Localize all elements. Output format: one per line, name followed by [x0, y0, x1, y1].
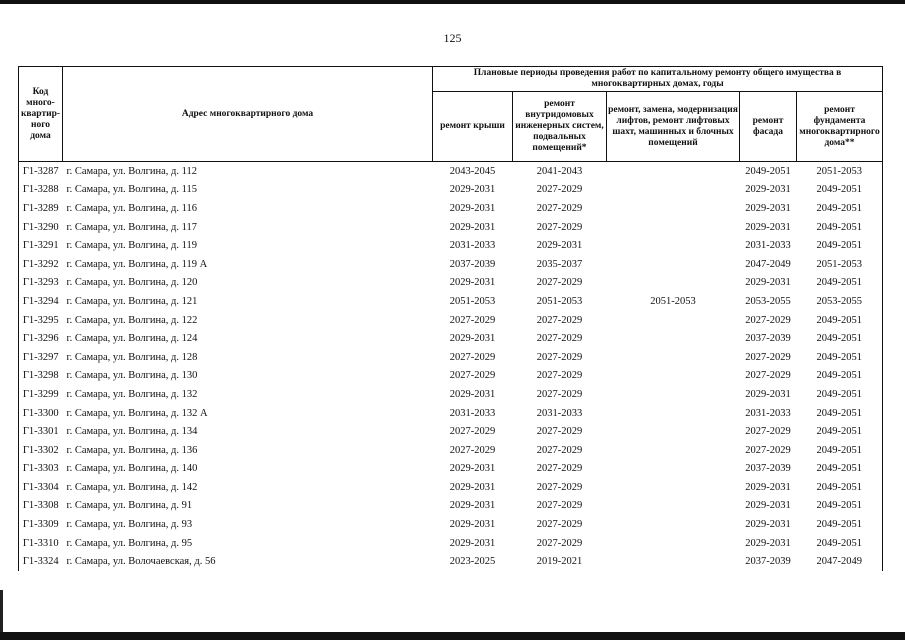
table-row	[19, 218, 883, 237]
cell-facade: 2047-2049	[745, 258, 791, 270]
cell-engineering: 2027-2029	[536, 351, 583, 363]
cell-foundation: 2049-2051	[797, 329, 883, 348]
cell-roof: 2029-2031	[449, 184, 496, 196]
table-row	[19, 460, 883, 479]
cell-foundation: 2047-2049	[797, 552, 883, 571]
cell-engineering: 2041-2043	[513, 162, 607, 181]
cell-elevators	[607, 311, 740, 330]
cell-facade: 2027-2029	[745, 444, 791, 456]
table-body	[19, 162, 883, 572]
cell-roof: 2027-2029	[449, 444, 496, 456]
cell-roof: 2029-2031	[449, 333, 496, 345]
cell-code: Г1-3309	[19, 515, 63, 534]
cell-address: г. Самара, ул. Волгина, д. 121	[66, 295, 198, 307]
cell-code: Г1-3296	[19, 329, 63, 348]
cell-foundation: 2049-2051	[797, 199, 883, 218]
cell-elevators	[607, 162, 740, 181]
cell-facade: 2029-2031	[745, 221, 791, 233]
header-address: Адрес многоквартирного дома	[63, 67, 433, 162]
cell-engineering: 2027-2029	[536, 314, 583, 326]
cell-foundation: 2049-2051	[797, 385, 883, 404]
page-number: 125	[443, 31, 462, 45]
cell-roof: 2027-2029	[449, 351, 496, 363]
cell-foundation: 2049-2051	[797, 367, 883, 386]
cell-code: Г1-3298	[19, 367, 63, 386]
cell-roof: 2023-2025	[449, 556, 496, 568]
cell-address: г. Самара, ул. Волгина, д. 122	[66, 314, 198, 326]
cell-address: г. Самара, ул. Волгина, д. 112	[63, 162, 433, 181]
cell-roof: 2051-2053	[449, 295, 496, 307]
cell-facade: 2029-2031	[745, 202, 791, 214]
cell-engineering: 2027-2029	[536, 481, 583, 493]
cell-facade: 2029-2031	[745, 277, 791, 289]
table-row	[19, 441, 883, 460]
cell-facade: 2053-2055	[745, 295, 791, 307]
cell-roof: 2029-2031	[449, 388, 496, 400]
cell-code: Г1-3304	[19, 478, 63, 497]
cell-foundation: 2051-2053	[797, 162, 883, 181]
cell-address: г. Самара, ул. Волгина, д. 124	[66, 333, 198, 345]
cell-engineering: 2027-2029	[536, 388, 583, 400]
cell-address: г. Самара, ул. Волгина, д. 116	[66, 202, 197, 214]
cell-code: Г1-3302	[19, 441, 63, 460]
cell-roof: 2029-2031	[449, 500, 496, 512]
table-row	[19, 552, 883, 571]
cell-roof: 2027-2029	[449, 314, 496, 326]
cell-foundation: 2049-2051	[797, 218, 883, 237]
cell-engineering: 2027-2029	[536, 184, 583, 196]
cell-elevators	[607, 348, 740, 367]
cell-engineering: 2027-2029	[536, 370, 583, 382]
left-edge-mark	[0, 590, 3, 632]
table-row	[19, 422, 883, 441]
cell-roof: 2029-2031	[449, 202, 496, 214]
cell-code: Г1-3300	[19, 404, 63, 423]
cell-facade: 2027-2029	[745, 426, 791, 438]
cell-code: Г1-3294	[19, 292, 63, 311]
cell-foundation: 2049-2051	[797, 515, 883, 534]
cell-code: Г1-3293	[19, 274, 63, 293]
cell-facade: 2029-2031	[745, 537, 791, 549]
cell-elevators	[607, 441, 740, 460]
table-row	[19, 404, 883, 423]
cell-elevators	[607, 422, 740, 441]
cell-address: г. Самара, ул. Волгина, д. 119	[66, 240, 197, 252]
table-row	[19, 534, 883, 553]
cell-engineering: 2051-2053	[536, 295, 583, 307]
cell-code: Г1-3324	[19, 552, 63, 571]
cell-engineering: 2027-2029	[536, 444, 583, 456]
header-roof: ремонт крыши	[433, 92, 513, 162]
header-elevators: ремонт, замена, модернизация лифтов, ремонт лифтовых шахт, машинных и блочных помещений	[607, 92, 740, 162]
table-row	[19, 236, 883, 255]
table-row	[19, 292, 883, 311]
cell-elevators	[607, 274, 740, 293]
cell-code: Г1-3310	[19, 534, 63, 553]
table-row	[19, 515, 883, 534]
cell-code: Г1-3303	[19, 460, 63, 479]
cell-foundation: 2049-2051	[797, 497, 883, 516]
cell-roof: 2031-2033	[449, 407, 496, 419]
cell-facade: 2029-2031	[745, 519, 791, 531]
cell-elevators	[607, 534, 740, 553]
cell-facade: 2027-2029	[745, 314, 791, 326]
cell-elevators	[607, 404, 740, 423]
table-row	[19, 274, 883, 293]
cell-foundation: 2049-2051	[797, 478, 883, 497]
cell-roof: 2029-2031	[449, 537, 496, 549]
cell-roof: 2043-2045	[433, 162, 513, 181]
cell-code: Г1-3290	[19, 218, 63, 237]
cell-foundation: 2049-2051	[797, 534, 883, 553]
header-code: Код много-квартир-ного дома	[19, 67, 63, 162]
cell-elevators	[607, 218, 740, 237]
header-periods: Плановые периоды проведения работ по капитальному ремонту общего имущества в многоквартирных домах, годы	[433, 67, 883, 92]
cell-facade: 2029-2031	[745, 184, 791, 196]
table-row	[19, 367, 883, 386]
top-border	[0, 0, 905, 4]
cell-engineering: 2027-2029	[536, 221, 583, 233]
cell-facade: 2029-2031	[745, 388, 791, 400]
cell-foundation: 2051-2053	[797, 255, 883, 274]
cell-address: г. Самара, ул. Волгина, д. 120	[66, 277, 198, 289]
cell-facade: 2031-2033	[745, 407, 791, 419]
cell-code: Г1-3297	[19, 348, 63, 367]
cell-elevators	[607, 460, 740, 479]
cell-code: Г1-3287	[19, 162, 63, 181]
cell-facade: 2037-2039	[745, 463, 791, 475]
cell-code: Г1-3289	[19, 199, 63, 218]
cell-elevators: 2051-2053	[650, 295, 696, 307]
cell-roof: 2029-2031	[449, 481, 496, 493]
cell-elevators	[607, 199, 740, 218]
cell-code: Г1-3299	[19, 385, 63, 404]
cell-foundation: 2049-2051	[797, 460, 883, 479]
cell-foundation: 2053-2055	[797, 292, 883, 311]
cell-roof: 2031-2033	[449, 240, 496, 252]
cell-elevators	[607, 478, 740, 497]
cell-elevators	[607, 329, 740, 348]
cell-address: г. Самара, ул. Волгина, д. 93	[66, 519, 193, 531]
table-row	[19, 385, 883, 404]
cell-roof: 2037-2039	[449, 258, 496, 270]
cell-foundation: 2049-2051	[797, 311, 883, 330]
cell-foundation: 2049-2051	[797, 236, 883, 255]
cell-engineering: 2027-2029	[536, 426, 583, 438]
table-header	[19, 67, 883, 162]
cell-address: г. Самара, ул. Волгина, д. 95	[66, 537, 193, 549]
cell-address: г. Самара, ул. Волгина, д. 136	[66, 444, 198, 456]
header-foundation: ремонт фундамента многоквартирного дома**	[797, 92, 883, 162]
cell-code: Г1-3292	[19, 255, 63, 274]
cell-foundation: 2049-2051	[797, 181, 883, 200]
cell-address: г. Самара, ул. Волгина, д. 132 А	[66, 407, 208, 419]
table-row	[19, 348, 883, 367]
cell-elevators	[607, 367, 740, 386]
cell-elevators	[607, 385, 740, 404]
header-facade: ремонт фасада	[740, 92, 797, 162]
table-row	[19, 311, 883, 330]
cell-facade: 2031-2033	[745, 240, 791, 252]
cell-roof: 2027-2029	[449, 426, 496, 438]
table-row	[19, 199, 883, 218]
cell-code: Г1-3288	[19, 181, 63, 200]
cell-roof: 2029-2031	[449, 519, 496, 531]
cell-address: г. Самара, ул. Волгина, д. 134	[66, 426, 198, 438]
cell-foundation: 2049-2051	[797, 441, 883, 460]
bottom-border	[0, 632, 905, 640]
cell-facade: 2029-2031	[745, 481, 791, 493]
table-row	[19, 255, 883, 274]
cell-engineering: 2029-2031	[536, 240, 583, 252]
cell-engineering: 2027-2029	[536, 463, 583, 475]
cell-code: Г1-3291	[19, 236, 63, 255]
cell-foundation: 2049-2051	[797, 274, 883, 293]
cell-roof: 2029-2031	[449, 221, 496, 233]
cell-address: г. Самара, ул. Волгина, д. 115	[66, 184, 197, 196]
cell-roof: 2029-2031	[449, 463, 496, 475]
cell-roof: 2027-2029	[449, 370, 496, 382]
cell-engineering: 2019-2021	[536, 556, 583, 568]
table-row	[19, 497, 883, 516]
cell-address: г. Самара, ул. Волгина, д. 142	[66, 481, 198, 493]
cell-engineering: 2027-2029	[536, 537, 583, 549]
cell-elevators	[607, 515, 740, 534]
cell-elevators	[607, 497, 740, 516]
repair-schedule-table	[18, 66, 883, 571]
cell-elevators	[607, 236, 740, 255]
table-row	[19, 478, 883, 497]
cell-address: г. Самара, ул. Волгина, д. 117	[66, 221, 197, 233]
cell-address: г. Самара, ул. Волочаевская, д. 56	[66, 556, 216, 568]
cell-facade: 2049-2051	[740, 162, 797, 181]
cell-engineering: 2027-2029	[536, 519, 583, 531]
cell-engineering: 2027-2029	[536, 277, 583, 289]
cell-address: г. Самара, ул. Волгина, д. 130	[66, 370, 198, 382]
cell-foundation: 2049-2051	[797, 404, 883, 423]
cell-code: Г1-3308	[19, 497, 63, 516]
cell-facade: 2027-2029	[745, 370, 791, 382]
header-engineering: ремонт внутридомовых инженерных систем, подвальных помещений*	[513, 92, 607, 162]
cell-address: г. Самара, ул. Волгина, д. 132	[66, 388, 198, 400]
cell-roof: 2029-2031	[449, 277, 496, 289]
cell-facade: 2037-2039	[745, 556, 791, 568]
cell-engineering: 2027-2029	[536, 202, 583, 214]
cell-facade: 2037-2039	[745, 333, 791, 345]
cell-engineering: 2031-2033	[536, 407, 583, 419]
cell-address: г. Самара, ул. Волгина, д. 91	[66, 500, 193, 512]
cell-address: г. Самара, ул. Волгина, д. 128	[66, 351, 198, 363]
table-row	[19, 162, 883, 181]
repair-schedule-sheet	[18, 66, 882, 571]
cell-code: Г1-3301	[19, 422, 63, 441]
table-row	[19, 329, 883, 348]
cell-engineering: 2027-2029	[536, 333, 583, 345]
cell-elevators	[607, 552, 740, 571]
cell-elevators	[607, 181, 740, 200]
cell-engineering: 2035-2037	[536, 258, 583, 270]
cell-address: г. Самара, ул. Волгина, д. 140	[66, 463, 198, 475]
cell-foundation: 2049-2051	[797, 422, 883, 441]
cell-elevators	[607, 255, 740, 274]
table-row	[19, 181, 883, 200]
cell-foundation: 2049-2051	[797, 348, 883, 367]
cell-engineering: 2027-2029	[536, 500, 583, 512]
cell-facade: 2029-2031	[745, 500, 791, 512]
cell-code: Г1-3295	[19, 311, 63, 330]
cell-facade: 2027-2029	[745, 351, 791, 363]
cell-address: г. Самара, ул. Волгина, д. 119 А	[66, 258, 208, 270]
